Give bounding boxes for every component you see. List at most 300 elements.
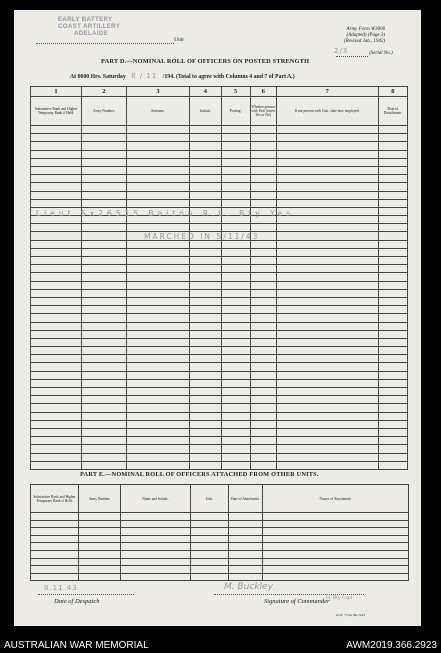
blank-cell[interactable] <box>31 183 82 191</box>
blank-cell[interactable] <box>79 573 121 581</box>
blank-cell[interactable] <box>221 126 250 134</box>
blank-cell[interactable] <box>250 297 276 305</box>
blank-cell[interactable] <box>126 461 190 469</box>
blank-cell[interactable] <box>82 166 127 174</box>
blank-cell[interactable] <box>31 550 79 558</box>
blank-cell[interactable] <box>221 388 250 396</box>
blank-cell[interactable] <box>79 535 121 543</box>
blank-cell[interactable] <box>250 420 276 428</box>
blank-cell[interactable] <box>221 445 250 453</box>
blank-cell[interactable] <box>126 388 190 396</box>
blank-cell[interactable] <box>190 150 221 158</box>
blank-cell[interactable] <box>82 191 127 199</box>
blank-cell[interactable] <box>229 550 263 558</box>
blank-cell[interactable] <box>276 134 378 142</box>
blank-cell[interactable] <box>378 314 407 322</box>
blank-cell[interactable] <box>82 420 127 428</box>
blank-cell[interactable] <box>221 289 250 297</box>
blank-cell[interactable] <box>250 379 276 387</box>
blank-cell[interactable] <box>250 191 276 199</box>
blank-cell[interactable] <box>31 314 82 322</box>
blank-cell[interactable] <box>250 428 276 436</box>
blank-cell[interactable] <box>221 322 250 330</box>
blank-cell[interactable] <box>82 330 127 338</box>
blank-cell[interactable] <box>79 550 121 558</box>
blank-cell[interactable] <box>378 142 407 150</box>
blank-cell[interactable] <box>250 347 276 355</box>
blank-cell[interactable] <box>82 248 127 256</box>
blank-cell[interactable] <box>276 379 378 387</box>
blank-cell[interactable] <box>276 338 378 346</box>
blank-cell[interactable] <box>250 199 276 207</box>
blank-cell[interactable] <box>250 322 276 330</box>
blank-cell[interactable] <box>126 281 190 289</box>
blank-cell[interactable] <box>221 265 250 273</box>
blank-cell[interactable] <box>121 543 191 551</box>
blank-cell[interactable] <box>276 232 378 240</box>
blank-cell[interactable] <box>126 363 190 371</box>
blank-cell[interactable] <box>250 338 276 346</box>
blank-cell[interactable] <box>79 558 121 566</box>
blank-cell[interactable] <box>276 199 378 207</box>
blank-cell[interactable] <box>31 322 82 330</box>
blank-cell[interactable] <box>378 404 407 412</box>
blank-cell[interactable] <box>190 453 221 461</box>
blank-cell[interactable] <box>121 528 191 536</box>
blank-cell[interactable] <box>31 347 82 355</box>
blank-cell[interactable] <box>378 363 407 371</box>
blank-cell[interactable] <box>250 240 276 248</box>
blank-cell[interactable] <box>31 428 82 436</box>
blank-cell[interactable] <box>263 573 409 581</box>
blank-cell[interactable] <box>31 566 79 574</box>
blank-cell[interactable] <box>126 150 190 158</box>
blank-cell[interactable] <box>126 142 190 150</box>
blank-cell[interactable] <box>221 371 250 379</box>
blank-cell[interactable] <box>31 355 82 363</box>
blank-cell[interactable] <box>79 520 121 528</box>
blank-cell[interactable] <box>250 126 276 134</box>
blank-cell[interactable] <box>221 281 250 289</box>
blank-cell[interactable] <box>378 396 407 404</box>
blank-cell[interactable] <box>31 248 82 256</box>
blank-cell[interactable] <box>82 322 127 330</box>
blank-cell[interactable] <box>31 420 82 428</box>
blank-cell[interactable] <box>378 166 407 174</box>
blank-cell[interactable] <box>126 379 190 387</box>
blank-cell[interactable] <box>229 535 263 543</box>
blank-cell[interactable] <box>263 535 409 543</box>
blank-cell[interactable] <box>250 437 276 445</box>
blank-cell[interactable] <box>276 453 378 461</box>
blank-cell[interactable] <box>221 142 250 150</box>
blank-cell[interactable] <box>31 257 82 265</box>
blank-cell[interactable] <box>190 314 221 322</box>
blank-cell[interactable] <box>229 543 263 551</box>
blank-cell[interactable] <box>221 240 250 248</box>
blank-cell[interactable] <box>378 461 407 469</box>
blank-cell[interactable] <box>126 257 190 265</box>
blank-cell[interactable] <box>221 134 250 142</box>
blank-cell[interactable] <box>190 322 221 330</box>
blank-cell[interactable] <box>276 314 378 322</box>
blank-cell[interactable] <box>190 420 221 428</box>
blank-cell[interactable] <box>221 355 250 363</box>
blank-cell[interactable] <box>378 273 407 281</box>
blank-cell[interactable] <box>31 558 79 566</box>
blank-cell[interactable] <box>126 437 190 445</box>
blank-cell[interactable] <box>82 297 127 305</box>
blank-cell[interactable] <box>190 158 221 166</box>
blank-cell[interactable] <box>276 371 378 379</box>
blank-cell[interactable] <box>31 265 82 273</box>
blank-cell[interactable] <box>190 363 221 371</box>
blank-cell[interactable] <box>190 437 221 445</box>
blank-cell[interactable] <box>250 314 276 322</box>
blank-cell[interactable] <box>121 550 191 558</box>
blank-cell[interactable] <box>190 191 221 199</box>
blank-cell[interactable] <box>126 166 190 174</box>
blank-cell[interactable] <box>250 158 276 166</box>
blank-cell[interactable] <box>378 388 407 396</box>
blank-cell[interactable] <box>378 265 407 273</box>
blank-cell[interactable] <box>191 566 229 574</box>
blank-cell[interactable] <box>82 126 127 134</box>
blank-cell[interactable] <box>378 306 407 314</box>
blank-cell[interactable] <box>31 297 82 305</box>
blank-cell[interactable] <box>31 404 82 412</box>
blank-cell[interactable] <box>121 520 191 528</box>
blank-cell[interactable] <box>126 371 190 379</box>
blank-cell[interactable] <box>229 520 263 528</box>
blank-cell[interactable] <box>31 150 82 158</box>
blank-cell[interactable] <box>190 379 221 387</box>
blank-cell[interactable] <box>82 355 127 363</box>
blank-cell[interactable] <box>378 338 407 346</box>
blank-cell[interactable] <box>190 273 221 281</box>
blank-cell[interactable] <box>250 273 276 281</box>
blank-cell[interactable] <box>378 379 407 387</box>
blank-cell[interactable] <box>31 543 79 551</box>
blank-cell[interactable] <box>82 363 127 371</box>
blank-cell[interactable] <box>276 306 378 314</box>
blank-cell[interactable] <box>378 322 407 330</box>
blank-cell[interactable] <box>190 126 221 134</box>
blank-cell[interactable] <box>221 183 250 191</box>
blank-cell[interactable] <box>31 363 82 371</box>
blank-cell[interactable] <box>190 297 221 305</box>
blank-cell[interactable] <box>126 224 190 232</box>
blank-cell[interactable] <box>221 363 250 371</box>
blank-cell[interactable] <box>221 412 250 420</box>
blank-cell[interactable] <box>221 338 250 346</box>
blank-cell[interactable] <box>221 158 250 166</box>
blank-cell[interactable] <box>263 528 409 536</box>
blank-cell[interactable] <box>126 338 190 346</box>
blank-cell[interactable] <box>378 240 407 248</box>
blank-cell[interactable] <box>276 355 378 363</box>
blank-cell[interactable] <box>31 396 82 404</box>
blank-cell[interactable] <box>31 306 82 314</box>
blank-cell[interactable] <box>82 347 127 355</box>
blank-cell[interactable] <box>79 528 121 536</box>
blank-cell[interactable] <box>190 396 221 404</box>
blank-cell[interactable] <box>82 396 127 404</box>
blank-cell[interactable] <box>82 134 127 142</box>
blank-cell[interactable] <box>82 306 127 314</box>
blank-cell[interactable] <box>191 573 229 581</box>
blank-cell[interactable] <box>126 453 190 461</box>
blank-cell[interactable] <box>276 412 378 420</box>
blank-cell[interactable] <box>82 232 127 240</box>
blank-cell[interactable] <box>31 289 82 297</box>
blank-cell[interactable] <box>250 388 276 396</box>
blank-cell[interactable] <box>190 240 221 248</box>
blank-cell[interactable] <box>191 513 229 521</box>
blank-cell[interactable] <box>221 166 250 174</box>
blank-cell[interactable] <box>82 445 127 453</box>
blank-cell[interactable] <box>31 158 82 166</box>
blank-cell[interactable] <box>221 330 250 338</box>
blank-cell[interactable] <box>126 289 190 297</box>
blank-cell[interactable] <box>126 134 190 142</box>
blank-cell[interactable] <box>378 199 407 207</box>
blank-cell[interactable] <box>126 248 190 256</box>
blank-cell[interactable] <box>82 257 127 265</box>
blank-cell[interactable] <box>250 461 276 469</box>
blank-cell[interactable] <box>250 265 276 273</box>
blank-cell[interactable] <box>378 248 407 256</box>
blank-cell[interactable] <box>276 224 378 232</box>
blank-cell[interactable] <box>250 175 276 183</box>
blank-cell[interactable] <box>378 257 407 265</box>
blank-cell[interactable] <box>221 437 250 445</box>
blank-cell[interactable] <box>191 535 229 543</box>
blank-cell[interactable] <box>221 224 250 232</box>
blank-cell[interactable] <box>250 142 276 150</box>
blank-cell[interactable] <box>31 175 82 183</box>
blank-cell[interactable] <box>250 404 276 412</box>
blank-cell[interactable] <box>378 297 407 305</box>
blank-cell[interactable] <box>82 412 127 420</box>
blank-cell[interactable] <box>250 371 276 379</box>
blank-cell[interactable] <box>378 224 407 232</box>
blank-cell[interactable] <box>263 520 409 528</box>
blank-cell[interactable] <box>82 150 127 158</box>
blank-cell[interactable] <box>190 183 221 191</box>
blank-cell[interactable] <box>378 371 407 379</box>
blank-cell[interactable] <box>31 437 82 445</box>
blank-cell[interactable] <box>250 257 276 265</box>
blank-cell[interactable] <box>221 191 250 199</box>
blank-cell[interactable] <box>276 191 378 199</box>
blank-cell[interactable] <box>378 355 407 363</box>
blank-cell[interactable] <box>126 322 190 330</box>
blank-cell[interactable] <box>191 543 229 551</box>
blank-cell[interactable] <box>221 404 250 412</box>
blank-cell[interactable] <box>126 314 190 322</box>
blank-cell[interactable] <box>276 248 378 256</box>
blank-cell[interactable] <box>250 289 276 297</box>
blank-cell[interactable] <box>276 420 378 428</box>
blank-cell[interactable] <box>190 224 221 232</box>
blank-cell[interactable] <box>276 297 378 305</box>
blank-cell[interactable] <box>378 420 407 428</box>
blank-cell[interactable] <box>126 330 190 338</box>
blank-cell[interactable] <box>378 453 407 461</box>
blank-cell[interactable] <box>190 175 221 183</box>
blank-cell[interactable] <box>126 175 190 183</box>
blank-cell[interactable] <box>250 330 276 338</box>
blank-cell[interactable] <box>79 543 121 551</box>
blank-cell[interactable] <box>82 224 127 232</box>
blank-cell[interactable] <box>221 347 250 355</box>
blank-cell[interactable] <box>31 371 82 379</box>
blank-cell[interactable] <box>190 281 221 289</box>
blank-cell[interactable] <box>191 528 229 536</box>
blank-cell[interactable] <box>31 412 82 420</box>
blank-cell[interactable] <box>31 273 82 281</box>
blank-cell[interactable] <box>378 191 407 199</box>
blank-cell[interactable] <box>276 265 378 273</box>
blank-cell[interactable] <box>378 134 407 142</box>
blank-cell[interactable] <box>190 289 221 297</box>
blank-cell[interactable] <box>276 396 378 404</box>
blank-cell[interactable] <box>276 461 378 469</box>
blank-cell[interactable] <box>250 281 276 289</box>
blank-cell[interactable] <box>191 520 229 528</box>
blank-cell[interactable] <box>82 371 127 379</box>
blank-cell[interactable] <box>276 126 378 134</box>
blank-cell[interactable] <box>229 513 263 521</box>
blank-cell[interactable] <box>378 158 407 166</box>
blank-cell[interactable] <box>378 445 407 453</box>
blank-cell[interactable] <box>276 142 378 150</box>
blank-cell[interactable] <box>378 126 407 134</box>
blank-cell[interactable] <box>229 558 263 566</box>
blank-cell[interactable] <box>126 183 190 191</box>
blank-cell[interactable] <box>190 338 221 346</box>
blank-cell[interactable] <box>276 257 378 265</box>
blank-cell[interactable] <box>82 142 127 150</box>
blank-cell[interactable] <box>121 513 191 521</box>
blank-cell[interactable] <box>82 314 127 322</box>
blank-cell[interactable] <box>82 404 127 412</box>
blank-cell[interactable] <box>31 191 82 199</box>
blank-cell[interactable] <box>378 207 407 215</box>
blank-cell[interactable] <box>31 513 79 521</box>
blank-cell[interactable] <box>31 338 82 346</box>
blank-cell[interactable] <box>126 297 190 305</box>
blank-cell[interactable] <box>82 428 127 436</box>
blank-cell[interactable] <box>82 379 127 387</box>
blank-cell[interactable] <box>378 289 407 297</box>
blank-cell[interactable] <box>190 404 221 412</box>
blank-cell[interactable] <box>221 453 250 461</box>
blank-cell[interactable] <box>221 314 250 322</box>
blank-cell[interactable] <box>126 199 190 207</box>
blank-cell[interactable] <box>31 126 82 134</box>
blank-cell[interactable] <box>190 428 221 436</box>
blank-cell[interactable] <box>276 273 378 281</box>
blank-cell[interactable] <box>190 199 221 207</box>
blank-cell[interactable] <box>31 445 82 453</box>
blank-cell[interactable] <box>378 281 407 289</box>
blank-cell[interactable] <box>221 199 250 207</box>
blank-cell[interactable] <box>250 224 276 232</box>
blank-cell[interactable] <box>250 248 276 256</box>
blank-cell[interactable] <box>79 566 121 574</box>
blank-cell[interactable] <box>263 566 409 574</box>
blank-cell[interactable] <box>276 150 378 158</box>
blank-cell[interactable] <box>221 428 250 436</box>
blank-cell[interactable] <box>31 281 82 289</box>
blank-cell[interactable] <box>126 396 190 404</box>
blank-cell[interactable] <box>82 240 127 248</box>
blank-cell[interactable] <box>276 166 378 174</box>
blank-cell[interactable] <box>378 428 407 436</box>
blank-cell[interactable] <box>276 363 378 371</box>
blank-cell[interactable] <box>126 273 190 281</box>
blank-cell[interactable] <box>190 461 221 469</box>
blank-cell[interactable] <box>250 363 276 371</box>
blank-cell[interactable] <box>221 273 250 281</box>
blank-cell[interactable] <box>31 520 79 528</box>
blank-cell[interactable] <box>190 347 221 355</box>
blank-cell[interactable] <box>263 513 409 521</box>
blank-cell[interactable] <box>276 158 378 166</box>
blank-cell[interactable] <box>229 566 263 574</box>
blank-cell[interactable] <box>126 306 190 314</box>
blank-cell[interactable] <box>126 445 190 453</box>
blank-cell[interactable] <box>126 355 190 363</box>
blank-cell[interactable] <box>221 306 250 314</box>
blank-cell[interactable] <box>31 453 82 461</box>
blank-cell[interactable] <box>190 355 221 363</box>
blank-cell[interactable] <box>263 543 409 551</box>
blank-cell[interactable] <box>31 166 82 174</box>
blank-cell[interactable] <box>221 396 250 404</box>
blank-cell[interactable] <box>82 453 127 461</box>
blank-cell[interactable] <box>121 566 191 574</box>
blank-cell[interactable] <box>190 257 221 265</box>
blank-cell[interactable] <box>31 199 82 207</box>
blank-cell[interactable] <box>229 528 263 536</box>
blank-cell[interactable] <box>191 550 229 558</box>
blank-cell[interactable] <box>121 535 191 543</box>
blank-cell[interactable] <box>121 558 191 566</box>
blank-cell[interactable] <box>221 248 250 256</box>
blank-cell[interactable] <box>126 347 190 355</box>
blank-cell[interactable] <box>221 420 250 428</box>
blank-cell[interactable] <box>190 330 221 338</box>
blank-cell[interactable] <box>276 437 378 445</box>
blank-cell[interactable] <box>79 513 121 521</box>
blank-cell[interactable] <box>82 175 127 183</box>
blank-cell[interactable] <box>250 445 276 453</box>
blank-cell[interactable] <box>126 240 190 248</box>
blank-cell[interactable] <box>31 330 82 338</box>
blank-cell[interactable] <box>221 257 250 265</box>
blank-cell[interactable] <box>263 550 409 558</box>
blank-cell[interactable] <box>121 573 191 581</box>
blank-cell[interactable] <box>378 150 407 158</box>
blank-cell[interactable] <box>82 388 127 396</box>
blank-cell[interactable] <box>378 175 407 183</box>
blank-cell[interactable] <box>221 297 250 305</box>
blank-cell[interactable] <box>263 558 409 566</box>
blank-cell[interactable] <box>190 166 221 174</box>
